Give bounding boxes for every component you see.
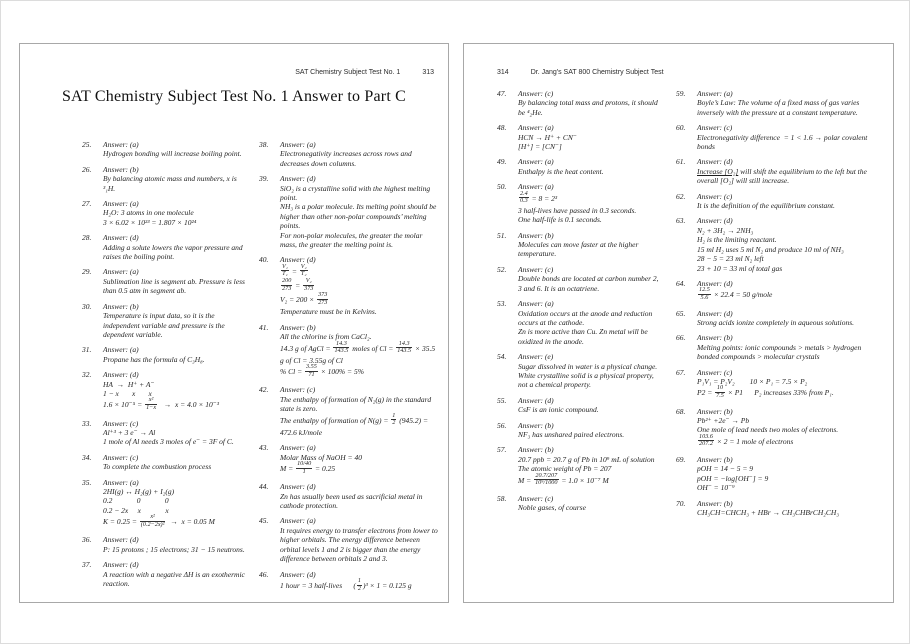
answer-line: NH₃ is a polar molecule. Its melting point should be higher than other non-polar compounds’ melting points. <box>280 202 439 231</box>
fraction: $\frac{\text{V₂}}{\text{T₂}}$ <box>300 262 307 278</box>
page-left <box>19 43 449 603</box>
answer-label: Answer: (d) <box>697 216 733 226</box>
answer-body <box>97 560 247 588</box>
right-page-column-2 <box>676 89 881 523</box>
answer-item <box>676 89 881 117</box>
fraction: $\frac{14.3}{143.5}$ <box>334 339 349 355</box>
question-number: 31. <box>82 345 92 355</box>
answer-label: Answer: (d) <box>103 560 139 570</box>
answer-item <box>676 455 881 493</box>
question-number: 30. <box>82 301 92 311</box>
answer-label: Answer: (c) <box>697 123 733 133</box>
answer-line: Al⁺³ + 3 e⁻ → Al <box>103 427 156 437</box>
fraction: $\frac{373}{273}$ <box>318 291 328 306</box>
fraction: $\frac{20.7/207}{\text{10⁹/1000}}$ <box>535 471 558 487</box>
answer-label: Answer: (c) <box>697 191 733 201</box>
answer-item <box>676 216 881 272</box>
answer-body <box>97 199 247 227</box>
answer-item <box>497 352 662 390</box>
answer-line: OH⁻ = 10⁻⁹ <box>697 483 735 493</box>
question-number: 33. <box>82 418 92 428</box>
fraction: $\frac{12.5}{5.6}$ <box>699 286 710 301</box>
answer-item <box>82 140 247 159</box>
fraction: $\frac{10}{7.5}$ <box>716 384 724 399</box>
answer-line: By balancing atomic mass and numbers, x is ³₁H. <box>103 174 239 193</box>
answer-item <box>497 396 662 415</box>
answer-item <box>676 368 881 401</box>
answer-body <box>691 499 881 518</box>
question-number: 36. <box>82 535 92 545</box>
answer-line: A reaction with a negative ΔH is an exothermic reaction. <box>103 569 247 588</box>
answer-label: Answer: (a) <box>518 123 554 133</box>
answer-label: Answer: (a) <box>280 140 316 149</box>
answer-item <box>82 478 247 530</box>
answer-line: Electronegativity increases across rows and decreases down columns. <box>280 149 414 168</box>
question-number: 51. <box>497 230 507 240</box>
answer-label: Answer: (a) <box>103 140 139 149</box>
answer-line: M = $\frac{10/40}{1}$ = 0.25 <box>280 460 336 475</box>
answer-line: Melting points: ionic compounds > metals > hydrogen bonded compounds > molecular crystals <box>697 342 864 362</box>
answer-body <box>691 309 881 328</box>
answer-line: Temperature is input data, so it is the independent variable and pressure is the dependent variable. <box>103 311 227 339</box>
left-page-column-1 <box>82 140 247 599</box>
answer-line: One half-life is 0.1 seconds. <box>518 215 602 225</box>
answer-label: Answer: (b) <box>280 322 316 332</box>
answer-line: Pb²⁺ +2e⁻ → Pb <box>697 415 750 425</box>
answer-line: 3 half-lives have passed in 0.3 seconds. <box>518 205 637 215</box>
answer-body <box>97 233 247 261</box>
answer-item <box>497 89 662 117</box>
answer-body <box>97 419 247 447</box>
answer-line: % Cl = $\frac{3.55}{71}$ × 100% = 5% <box>280 363 364 378</box>
answer-body <box>274 570 438 594</box>
answer-body <box>512 182 662 224</box>
answer-body <box>512 265 662 293</box>
question-number: 42. <box>259 385 269 395</box>
answer-line: 1 mole of Al needs 3 moles of e⁻ = 3F of C. <box>103 437 234 447</box>
answer-item <box>259 516 438 563</box>
question-number: 43. <box>259 443 269 453</box>
answer-body <box>691 157 881 185</box>
question-number: 32. <box>82 370 92 380</box>
answer-body <box>512 421 662 440</box>
answer-label: Answer: (b) <box>518 230 554 240</box>
answer-label: Answer: (a) <box>280 443 316 453</box>
answer-item <box>259 443 438 476</box>
right-page-columns <box>464 77 893 523</box>
answer-line: To complete the combustion process <box>103 462 212 472</box>
answer-body <box>274 443 438 476</box>
fraction: $\frac{14.3}{143.5}$ <box>397 339 412 355</box>
answer-line: pOH = 14 − 5 = 9 <box>697 464 754 474</box>
answer-label: Answer: (c) <box>103 452 139 462</box>
answer-item <box>259 385 438 437</box>
answer-label: Answer: (b) <box>697 406 733 416</box>
answer-label: Answer: (d) <box>280 255 316 265</box>
fraction: $\frac{103.6}{207.2}$ <box>699 432 713 448</box>
fraction: $\frac{10/40}{1}$ <box>297 460 312 475</box>
answer-line: It is the definition of the equilibrium constant. <box>697 201 835 211</box>
answer-line: By balancing total mass and protons, it should be ⁴₂He. <box>518 98 660 117</box>
answer-line: K = 0.25 = $\frac{\text{x²}}{\text{(0.2−2x)²}}$ → x = 0.05 M <box>103 513 215 528</box>
answer-line: 14.3 g of AgCl = $\frac{14.3}{143.5}$ moles of Cl = $\frac{14.3}{143.5}$ × 35.5 <box>280 339 436 355</box>
answer-label: Answer: (a) <box>103 345 139 355</box>
answer-label: Answer: (d) <box>103 233 139 243</box>
answer-item <box>676 407 881 449</box>
answer-item <box>497 182 662 224</box>
fraction: $\frac{200}{273}$ <box>282 277 292 292</box>
answer-item <box>82 345 247 364</box>
answer-item <box>497 123 662 151</box>
answer-line: Oxidation occurs at the anode and reduction occurs at the cathode. <box>518 308 655 327</box>
question-number: 55. <box>497 395 507 405</box>
answer-line: pOH = −log[OH⁻] = 9 <box>697 473 769 483</box>
question-number: 53. <box>497 299 507 309</box>
answer-line: $\frac{12.5}{5.6}$ × 22.4 = 50 g/mole <box>699 286 773 301</box>
answer-item <box>82 453 247 472</box>
left-page-column-2 <box>259 140 438 599</box>
answer-body <box>512 494 662 513</box>
answer-label: Answer: (d) <box>280 482 316 492</box>
answer-line: M = $\frac{20.7/207}{\text{10⁹/1000}}$ = 1.0 × 10⁻⁷ M <box>518 471 609 487</box>
question-number: 44. <box>259 482 269 492</box>
answer-body <box>691 279 881 303</box>
left-page-columns <box>20 106 448 599</box>
answer-body <box>691 368 881 401</box>
question-number: 69. <box>676 454 686 464</box>
answer-body <box>512 299 662 346</box>
question-number: 57. <box>497 445 507 455</box>
answer-line: Hydrogen bonding will increase boiling point. <box>103 149 242 159</box>
page-number: 313 <box>422 69 434 76</box>
answer-line: Propane has the formula of C₃H₈. <box>103 354 205 364</box>
answer-label: Answer: (a) <box>518 157 554 167</box>
question-number: 48. <box>497 123 507 133</box>
answer-item <box>676 123 881 151</box>
question-number: 58. <box>497 493 507 503</box>
answer-body <box>512 352 662 390</box>
answer-label: Answer: (d) <box>103 370 139 380</box>
fraction: $\frac{\text{V₂}}{373}$ <box>304 277 314 292</box>
answer-line: For non-polar molecules, the greater the molar mass, the greater the melting point is. <box>280 230 425 250</box>
answer-body <box>97 370 247 412</box>
answer-line: Temperature must be in Kelvins. <box>280 307 377 317</box>
question-number: 66. <box>676 333 686 343</box>
question-number: 60. <box>676 123 686 133</box>
answer-item <box>82 370 247 412</box>
answer-item <box>676 192 881 211</box>
question-number: 62. <box>676 191 686 201</box>
page-number: 314 <box>497 69 509 76</box>
answer-line: Sublimation line is segment ab. Pressure is less than 0.5 atm in segment ab. <box>103 276 247 296</box>
question-number: 34. <box>82 452 92 462</box>
answer-line: 1 − x x x <box>103 388 152 398</box>
answer-item <box>497 157 662 176</box>
page-title: SAT Chemistry Subject Test No. 1 Answer to Part C <box>61 88 407 105</box>
answer-item <box>82 233 247 261</box>
question-number: 38. <box>259 140 269 149</box>
fraction: $\frac{1}{2}$ <box>392 411 396 427</box>
answer-line: Molecules can move faster at the higher temperature. <box>518 240 641 259</box>
answer-line: Enthalpy is the heat content. <box>518 166 604 176</box>
answer-line: $\frac{2.4}{0.3}$ = 8 = 2³ <box>520 189 558 205</box>
answer-label: Answer: (c) <box>518 493 554 503</box>
answer-body <box>97 302 247 340</box>
answer-line: The enthalpy of formation of N₂(g) in the standard state is zero. <box>280 394 433 414</box>
answer-body <box>274 255 438 316</box>
fraction: $\frac{\text{V₁}}{\text{T₁}}$ <box>282 262 288 278</box>
answer-item <box>259 482 438 510</box>
answer-line: One mole of lead needs two moles of electrons. <box>697 425 839 435</box>
answer-item <box>82 165 247 193</box>
question-number: 39. <box>259 174 269 184</box>
answer-line: P₁V₁ = P₂V₂ 10 × P₁ = 7.5 × P₂ <box>697 376 808 386</box>
answer-line: CsF is an ionic compound. <box>518 405 599 415</box>
answer-line: CH₃CH=CHCH₃ + HBr → CH₃CHBrCH₂CH₃ <box>697 507 839 517</box>
question-number: 26. <box>82 164 92 174</box>
question-number: 45. <box>259 516 269 526</box>
question-number: 59. <box>676 89 686 98</box>
question-number: 50. <box>497 182 507 192</box>
answer-body <box>97 140 247 159</box>
answer-item <box>497 299 662 346</box>
answer-body <box>274 516 438 563</box>
answer-label: Answer: (d) <box>697 308 733 318</box>
answer-body <box>512 231 662 259</box>
answer-label: Answer: (c) <box>103 418 139 428</box>
answer-body <box>691 333 881 361</box>
answer-label: Answer: (b) <box>103 301 139 311</box>
answer-line: 0.2 0 0 <box>103 496 169 506</box>
answer-line: 1.6 × 10⁻⁵ = $\frac{\text{x²}}{1-x}$ → x = 4.0 × 10⁻³ <box>103 396 220 411</box>
question-number: 35. <box>82 477 92 487</box>
answer-item <box>497 445 662 487</box>
answer-line: It requires energy to transfer electrons from lower to higher orbitals. The energy difference between orbital levels 1 and 2 is bigger than the energy difference between orbitals 2 and 3. <box>280 525 440 564</box>
answer-item <box>82 560 247 588</box>
answer-line: The atomic weight of Pb = 207 <box>518 464 612 474</box>
answer-body <box>97 453 247 472</box>
answer-line: HA → H⁺ + A⁻ <box>103 379 155 389</box>
answer-body <box>274 323 438 380</box>
answer-body <box>512 445 662 487</box>
answer-label: Answer: (b) <box>103 164 139 174</box>
answer-body <box>274 385 438 437</box>
question-number: 47. <box>497 89 507 98</box>
answer-body <box>691 455 881 493</box>
answer-line: SiO₂ is a crystalline solid with the highest melting point. <box>280 183 432 203</box>
answer-body <box>691 89 881 117</box>
answer-item <box>259 323 438 380</box>
question-number: 63. <box>676 216 686 226</box>
answer-body <box>97 165 247 193</box>
answer-line: Adding a solute lowers the vapor pressure and raises the boiling point. <box>103 242 245 262</box>
page-left-running-header <box>20 68 448 77</box>
question-number: 52. <box>497 264 507 274</box>
answer-line: H₂ is the limiting reactant. <box>697 235 777 245</box>
answer-item <box>259 255 438 316</box>
fraction: $\frac{3.55}{71}$ <box>306 363 317 378</box>
question-number: 49. <box>497 157 507 167</box>
answer-body <box>691 216 881 272</box>
answer-line: 1 hour = 3 half-lives ( $\frac{1}{2}$ )³ × 1 = 0.125 g <box>280 576 412 592</box>
answer-body <box>97 478 247 530</box>
page-right-running-header <box>464 68 893 77</box>
question-number: 37. <box>82 560 92 570</box>
question-number: 64. <box>676 278 686 288</box>
answer-item <box>82 199 247 227</box>
answer-label: Answer: (a) <box>518 182 554 192</box>
answer-line: 3 × 6.02 × 10²³ = 1.807 × 10²⁴ <box>103 217 197 227</box>
answer-body <box>691 192 881 211</box>
answer-label: Answer: (d) <box>280 174 316 184</box>
answer-label: Answer: (d) <box>103 535 139 545</box>
fraction: $\frac{2.4}{0.3}$ <box>520 189 528 205</box>
answer-item <box>259 140 438 168</box>
question-number: 29. <box>82 267 92 277</box>
answer-body <box>97 535 247 554</box>
answer-label: Answer: (b) <box>518 445 554 455</box>
question-number: 56. <box>497 420 507 430</box>
answer-item <box>82 267 247 295</box>
answer-line: HCN → H⁺ + CN⁻ <box>518 132 577 142</box>
answer-line: The enthalpy of formation of N(g) = $\frac{1}{2}$ (945.2) = 472.6 kJ/mole <box>280 411 430 437</box>
answer-line: 15 ml H₂ uses 5 ml N₂ and produce 10 ml of NH₃ <box>697 244 844 254</box>
answer-item <box>497 421 662 440</box>
fraction: $\frac{\text{x²}}{\text{(0.2−2x)²}}$ <box>140 513 165 528</box>
answer-label: Answer: (a) <box>280 516 316 526</box>
answer-label: Answer: (c) <box>697 367 733 377</box>
answer-line: Strong acids ionize completely in aqueous solutions. <box>697 317 854 327</box>
answer-body <box>691 407 881 449</box>
answer-body <box>512 396 662 415</box>
answer-line: 28 − 5 = 23 ml N₂ left <box>697 254 764 264</box>
answer-label: Answer: (e) <box>518 352 554 362</box>
answer-body <box>274 140 438 168</box>
question-number: 65. <box>676 308 686 318</box>
answer-label: Answer: (b) <box>697 333 733 343</box>
question-number: 46. <box>259 569 269 579</box>
question-number: 54. <box>497 352 507 362</box>
answer-line: P2 = $\frac{10}{7.5}$ × P1 P₂ increases 33% from P₁. <box>697 384 834 399</box>
answer-item <box>676 309 881 328</box>
answer-label: Answer: (d) <box>697 278 733 288</box>
answer-body <box>97 267 247 295</box>
answer-line: 23 + 10 = 33 ml of total gas <box>697 263 783 273</box>
answer-body <box>274 174 438 249</box>
answer-line: V₂ = 200 × $\frac{373}{273}$ <box>280 291 328 306</box>
answer-label: Answer: (b) <box>518 420 554 430</box>
answer-line: 2HI(g) ↔ H₂(g) + I₂(g) <box>103 486 175 496</box>
question-number: 68. <box>676 406 686 416</box>
running-title: Dr. Jang's SAT 800 Chemistry Subject Test <box>530 69 664 76</box>
answer-item <box>676 279 881 303</box>
answer-line: H₂O: 3 atoms in one molecule <box>103 208 194 218</box>
question-number: 25. <box>82 140 92 149</box>
answer-label: Answer: (a) <box>697 89 733 98</box>
answer-label: Answer: (a) <box>103 477 139 487</box>
answer-line: Double bonds are located at carbon number 2, 3 and 6. It is an octatriene. <box>518 274 661 293</box>
answer-line: 0.2 − 2x x x <box>103 505 169 515</box>
answer-line: g of Cl = 3.55g of Cl <box>280 355 343 365</box>
answer-label: Answer: (d) <box>518 395 554 405</box>
answer-line: $\frac{\text{V₁}}{\text{T₁}}$ = $\frac{\text{V₂}}{\text{T₂}}$ <box>282 262 307 278</box>
question-number: 70. <box>676 498 686 508</box>
answer-item <box>676 333 881 361</box>
question-number: 40. <box>259 255 269 265</box>
answer-label: Answer: (d) <box>697 157 733 167</box>
answer-line: Sugar dissolved in water is a physical change. White crystalline solid is a physical property, not a chemical property. <box>518 361 660 390</box>
answer-body <box>691 123 881 151</box>
answer-line: Noble gases, of course <box>518 503 586 513</box>
question-number: 27. <box>82 199 92 209</box>
answer-item <box>676 157 881 185</box>
answer-item <box>82 535 247 554</box>
answer-line: [H⁺] = [CN⁻] <box>518 142 562 152</box>
answer-line: N₂ + 3H₂ → 2NH₃ <box>697 225 754 235</box>
answer-body <box>512 157 662 176</box>
question-number: 67. <box>676 367 686 377</box>
answer-label: Answer: (a) <box>518 299 554 309</box>
answer-label: Answer: (c) <box>280 385 316 395</box>
answer-item <box>82 302 247 340</box>
answer-line: Zn has usually been used as sacrificial metal in cathode protection. <box>280 491 425 511</box>
answer-label: Answer: (c) <box>518 264 554 274</box>
answer-line: NF₃ has unshared paired electrons. <box>518 429 625 439</box>
answer-line: P: 15 protons ; 15 electrons; 31 − 15 neutrons. <box>103 544 245 554</box>
answer-line: 20.7 ppb = 20.7 g of Pb in 10⁹ mL of solution <box>518 454 655 464</box>
answer-label: Answer: (a) <box>103 199 139 209</box>
answer-line: Increase [O₂] will shift the equilibrium to the left but the overall [O₂] will still increase. <box>697 166 869 186</box>
answer-line: $\frac{200}{273}$ = $\frac{\text{V₂}}{373}$ <box>282 277 314 292</box>
answer-label: Answer: (c) <box>518 89 554 98</box>
question-number: 28. <box>82 233 92 243</box>
answer-line: Boyle’s Law: The volume of a fixed mass of gas varies inversely with the pressure at a constant temperature. <box>697 98 862 117</box>
answer-item <box>259 570 438 594</box>
answer-item <box>259 174 438 249</box>
answer-label: Answer: (a) <box>103 267 139 277</box>
running-title: SAT Chemistry Subject Test No. 1 <box>295 69 401 76</box>
answer-label: Answer: (b) <box>697 498 733 508</box>
question-number: 61. <box>676 157 686 167</box>
answer-item <box>497 494 662 513</box>
answer-body <box>512 123 662 151</box>
fraction: $\frac{1}{2}$ <box>357 576 361 592</box>
answer-label: Answer: (d) <box>280 569 316 579</box>
answer-line: Molar Mass of NaOH = 40 <box>280 452 362 462</box>
answer-line: Electronegativity difference = 1 < 1.6 → polar covalent bonds <box>697 132 870 152</box>
fraction: $\frac{\text{x²}}{1-x}$ <box>146 396 157 411</box>
answer-item <box>497 265 662 293</box>
question-number: 41. <box>259 322 269 332</box>
answer-body <box>512 89 662 117</box>
answer-item <box>497 231 662 259</box>
page-right <box>463 43 894 603</box>
answer-line: Zn is more active than Cu. Zn metal will be oxidized in the anode. <box>518 327 650 346</box>
answer-item <box>676 499 881 518</box>
answer-item <box>82 419 247 447</box>
answer-body <box>97 345 247 364</box>
answer-body <box>274 482 438 510</box>
right-page-column-1 <box>497 89 662 523</box>
answer-line: All the chlorine is from CaCl₂. <box>280 332 372 342</box>
answer-line: $\frac{103.6}{207.2}$ × 2 = 1 mole of electrons <box>699 432 794 448</box>
answer-label: Answer: (b) <box>697 454 733 464</box>
